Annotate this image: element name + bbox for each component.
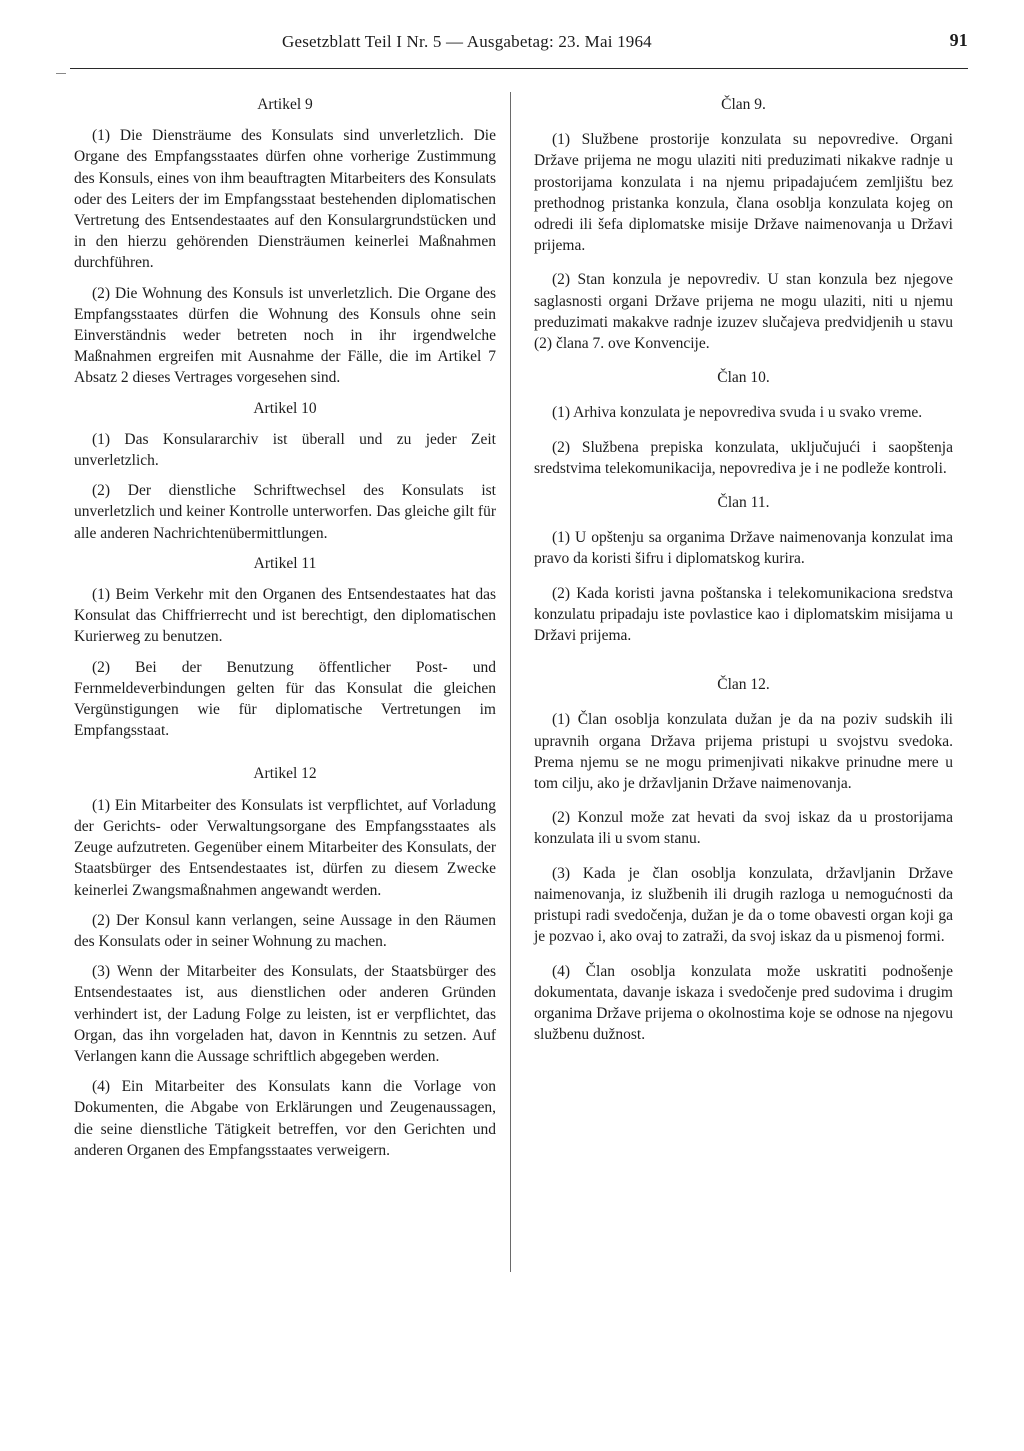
article-heading: Član 10. [717,369,770,387]
header-rule [70,68,968,69]
article-heading: Član 11. [717,494,770,512]
paragraph: (4) Ein Mitarbeiter des Konsulats kann die Vorlage von Dokumenten, die Abgabe von Erklärungen und Zeugenaussagen, die seine dienstliche Tätigkeit betreffen, vor den Gerichten und anderen Organen des Empfangsstaates verweigern. [74,1078,496,1159]
margin-mark [56,73,66,74]
page-header [70,30,968,58]
paragraph: (1) Ein Mitarbeiter des Konsulats ist verpflichtet, auf Vorladung der Gerichts- oder Verwaltungsorgane des Empfangsstaates als Zeuge aufzutreten. Gegenüber einem Mitarbeiter des Konsulats, der Staatsbürger des Entsendestaates ist, dürfen zu diesem Zwecke keinerlei Zwangsmaßnahmen angewandt werden. [74,796,496,899]
article-heading: Artikel 12 [253,765,317,783]
paragraph: (2) Kada koristi javna poštanska i telekomunikaciona sredstva konzulatu pripadaju iste povlastice kao i diplomatskim misijama u Državi prijema. [534,584,953,645]
paragraph: (1) Član osoblja konzulata dužan je da na poziv sudskih ili upravnih organa Država prijema pristupi u svojstvu svedoka. Prema njemu se ne mogu primenjivati nikakve prinudne mere u tom cilju, ako je državljanin Države naimenovanja. [534,711,953,793]
column-divider [510,92,511,1272]
german-column [74,90,496,1170]
paragraph: (2) Der dienstliche Schriftwechsel des Konsulats ist unverletzlich und keiner Kontrolle unterworfen. Das gleiche gilt für alle anderen Nachrichtenübermittlungen. [74,482,496,542]
paragraph: (2) Konzul može zat hevati da svoj iskaz da u prostorijama konzulata ili u svom stanu. [534,809,953,848]
paragraph: (2) Stan konzula je nepovrediv. U stan konzula bez njegove saglasnosti organi Države prijema ne mogu ulaziti, niti u njemu preduzimati makakve radnje izuzev slučajeva predvidjenih u stavu (2) člana 7. ove Konvencije. [534,271,953,353]
article-heading: Član 9. [721,96,766,113]
paragraph: (1) Službene prostorije konzulata su nepovredive. Organi Države prijema ne mogu ulaziti niti preduzimati nikakve radnje u prostorijama konzulata i na njemu pripadajućem zemljištu bez prethodnog pristanka konzula, člana osoblja konzulata kojeg on odredi ili šefa diplomatske misije Države naimenovanja u Državi prijema. [534,131,953,255]
paragraph: (1) Beim Verkehr mit den Organen des Entsendestaates hat das Konsulat das Chiffrierrecht und ist berechtigt, den diplomatischen Kurierweg zu benutzen. [74,586,496,646]
paragraph: (1) Das Konsulararchiv ist überall und zu jeder Zeit unverletzlich. [74,430,496,470]
page-number: 91 [949,30,968,50]
paragraph: (1) Arhiva konzulata je nepovrediva svuda i u svako vreme. [552,404,923,422]
paragraph: (1) Die Diensträume des Konsulats sind unverletzlich. Die Organe des Empfangsstaates dürfen ohne vorherige Zustimmung des Konsuls, eines von ihm beauftragten Mitarbeiters des Konsulats oder des Leiters der im Empfangsstaat bestehenden diplomatischen Vertretung des Entsendestaates auf den Konsulargrundstücken und in den hierzu gehörenden Diensträumen keinerlei Maßnahmen durchführen. [74,127,496,272]
article-heading: Artikel 11 [253,554,317,572]
article-heading: Artikel 9 [257,96,313,113]
paragraph: (3) Kada je član osoblja konzulata, državljanin Države naimenovanja, iz službenih ili drugih razloga u nemogućnosti da pristupi radi svedočenja, dužan je da o tome obavesti organ koji ga je pozvao i, ako ovaj to zatraži, da svoj iskaz da u pismenoj formi. [534,864,953,946]
paragraph: (2) Die Wohnung des Konsuls ist unverletzlich. Die Organe des Empfangsstaates dürfen die Wohnung des Konsuls ohne sein Einverständnis weder betreten noch in ihr irgendwelche Maßnahmen ergreifen mit Ausnahme der Fälle, die im Artikel 7 Absatz 2 dieses Vertrages vorgesehen sind. [74,284,496,387]
serbian-column [534,90,953,1058]
article-heading: Artikel 10 [253,399,317,417]
article-heading: Član 12. [717,676,770,694]
paragraph: (2) Službena prepiska konzulata, uključujući i saopštenja sredstvima telekomunikacija, nepovrediva je i ne podleže kontroli. [534,438,953,477]
paragraph: (4) Član osoblja konzulata može uskratiti podnošenje dokumentata, davanje iskaza i svedočenje pred sudovima i drugim organima Države prijema o okolnostima koje se odnose na njegovu službenu dužnost. [534,962,953,1044]
paragraph: (3) Wenn der Mitarbeiter des Konsulats, der Staatsbürger des Entsendestaates ist, aus dienstlichen oder anderen Gründen verhindert ist, der Ladung Folge zu leisten, ist er verpflichtet, das Organ, das ihn vorgeladen hat, davon in Kenntnis zu setzen. Auf Verlangen kann die Aussage schriftlich abgegeben werden. [74,963,496,1065]
paragraph: (2) Bei der Benutzung öffentlicher Post- und Fernmeldeverbindungen gelten für das Konsulat die gleichen Vergünstigungen wie für diplomatische Vertretungen im Empfangsstaat. [74,658,496,740]
paragraph: (1) U opštenju sa organima Države naimenovanja konzulat ima pravo da koristi šifru i diplomatskog kurira. [534,529,953,568]
header-title: Gesetzblatt Teil I Nr. 5 — Ausgabetag: 23. Mai 1964 [282,32,652,51]
paragraph: (2) Der Konsul kann verlangen, seine Aussage in den Räumen des Konsulats oder in seiner Wohnung zu machen. [74,911,496,950]
